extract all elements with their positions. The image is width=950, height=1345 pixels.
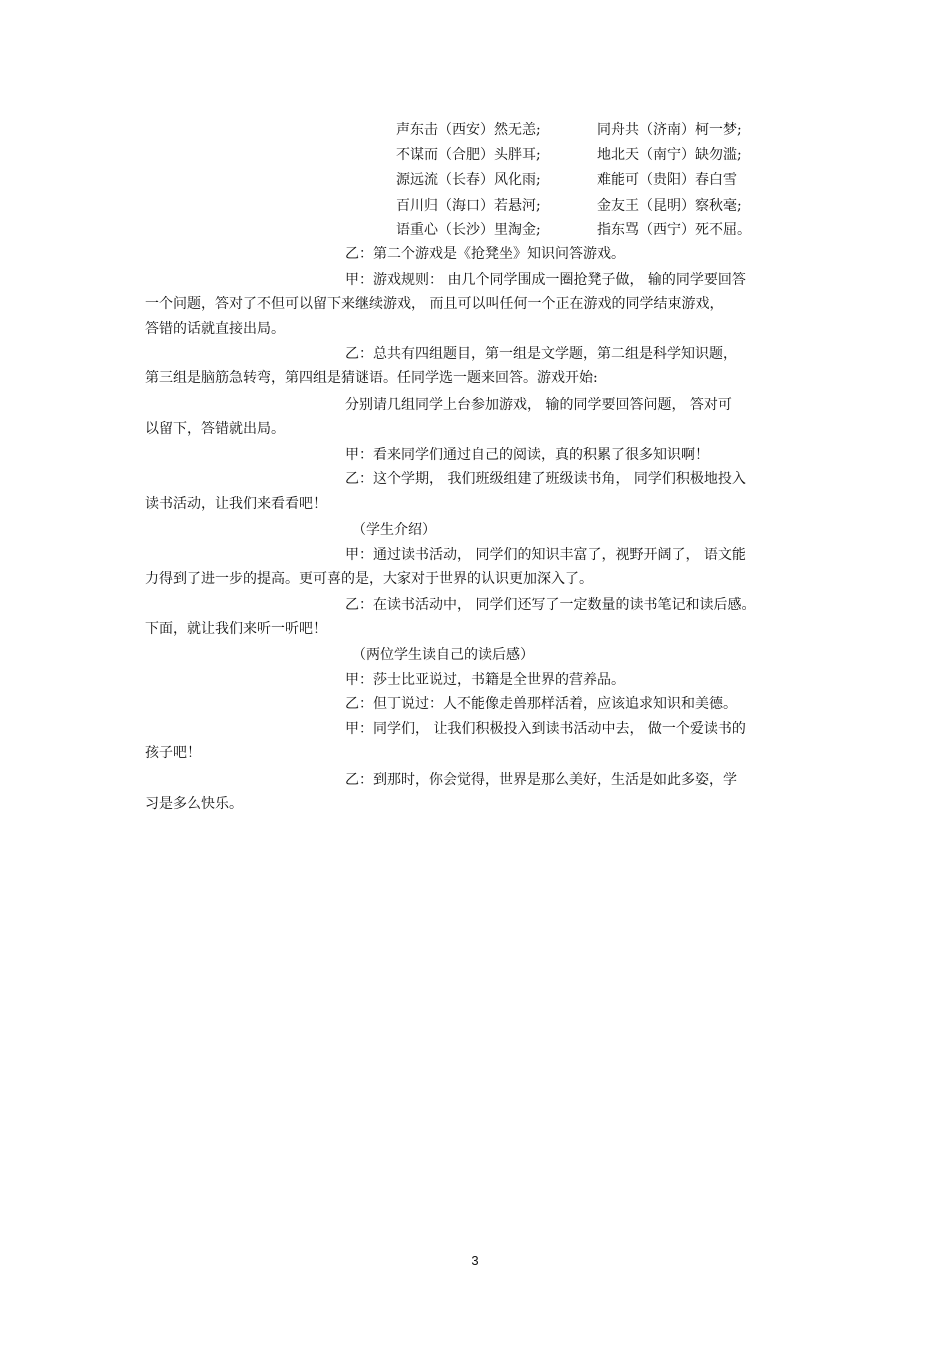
script-line: 孩子吧！ bbox=[145, 745, 201, 761]
script-line: 甲：看来同学们通过自己的阅读，真的积累了很多知识啊！ bbox=[345, 447, 709, 463]
script-line: 一个问题，答对了不但可以留下来继续游戏， 而且可以叫任何一个正在游戏的同学结束游戏， bbox=[145, 296, 724, 312]
script-line: 乙：到那时，你会觉得，世界是那么美好，生活是如此多姿，学 bbox=[345, 772, 737, 788]
script-line: 读书活动，让我们来看看吧！ bbox=[145, 496, 327, 512]
idiom-left-3: 源远流（长春）风化雨; bbox=[396, 172, 541, 188]
script-line: 力得到了进一步的提高。更可喜的是，大家对于世界的认识更加深入了。 bbox=[145, 571, 593, 587]
script-line: 习是多么快乐。 bbox=[145, 796, 243, 812]
script-line: 乙：总共有四组题目，第一组是文学题，第二组是科学知识题， bbox=[345, 346, 737, 362]
stage-direction: （学生介绍） bbox=[352, 522, 436, 538]
idiom-left-4: 百川归（海口）若悬河; bbox=[396, 198, 541, 214]
idiom-left-1: 声东击（西安）然无恙; bbox=[396, 122, 541, 138]
idiom-right-5: 指东骂（西宁）死不屈。 bbox=[597, 222, 751, 238]
script-line: 以留下，答错就出局。 bbox=[145, 421, 285, 437]
idiom-left-2: 不谋而（合肥）头胖耳; bbox=[396, 147, 541, 163]
idiom-right-3: 难能可（贵阳）春白雪 bbox=[597, 172, 737, 188]
script-line: 甲：游戏规则： 由几个同学围成一圈抢凳子做， 输的同学要回答 bbox=[345, 272, 746, 288]
page-number: 3 bbox=[471, 1253, 479, 1268]
script-line: 答错的话就直接出局。 bbox=[145, 321, 285, 337]
idiom-right-4: 金友王（昆明）察秋毫; bbox=[597, 198, 742, 214]
script-line: 甲：莎士比亚说过，书籍是全世界的营养品。 bbox=[345, 672, 625, 688]
idiom-right-1: 同舟共（济南）柯一梦; bbox=[597, 122, 742, 138]
script-line: 乙：这个学期， 我们班级组建了班级读书角， 同学们积极地投入 bbox=[345, 471, 746, 487]
script-line: 乙：第二个游戏是《抢凳坐》知识问答游戏。 bbox=[345, 246, 625, 262]
script-line: 第三组是脑筋急转弯，第四组是猜谜语。任同学选一题来回答。游戏开始: bbox=[145, 370, 598, 386]
script-line: 甲：通过读书活动， 同学们的知识丰富了，视野开阔了， 语文能 bbox=[345, 547, 746, 563]
script-line: 乙：但丁说过：人不能像走兽那样活着，应该追求知识和美德。 bbox=[345, 696, 737, 712]
script-line: 分别请几组同学上台参加游戏， 输的同学要回答问题， 答对可 bbox=[345, 397, 732, 413]
stage-direction: （两位学生读自己的读后感） bbox=[352, 647, 534, 663]
idiom-right-2: 地北天（南宁）缺勿滥; bbox=[597, 147, 742, 163]
script-line: 乙：在读书活动中， 同学们还写了一定数量的读书笔记和读后感。 bbox=[345, 597, 756, 613]
script-line: 甲：同学们， 让我们积极投入到读书活动中去， 做一个爱读书的 bbox=[345, 721, 746, 737]
idiom-left-5: 语重心（长沙）里淘金; bbox=[396, 222, 541, 238]
script-line: 下面，就让我们来听一听吧！ bbox=[145, 621, 327, 637]
